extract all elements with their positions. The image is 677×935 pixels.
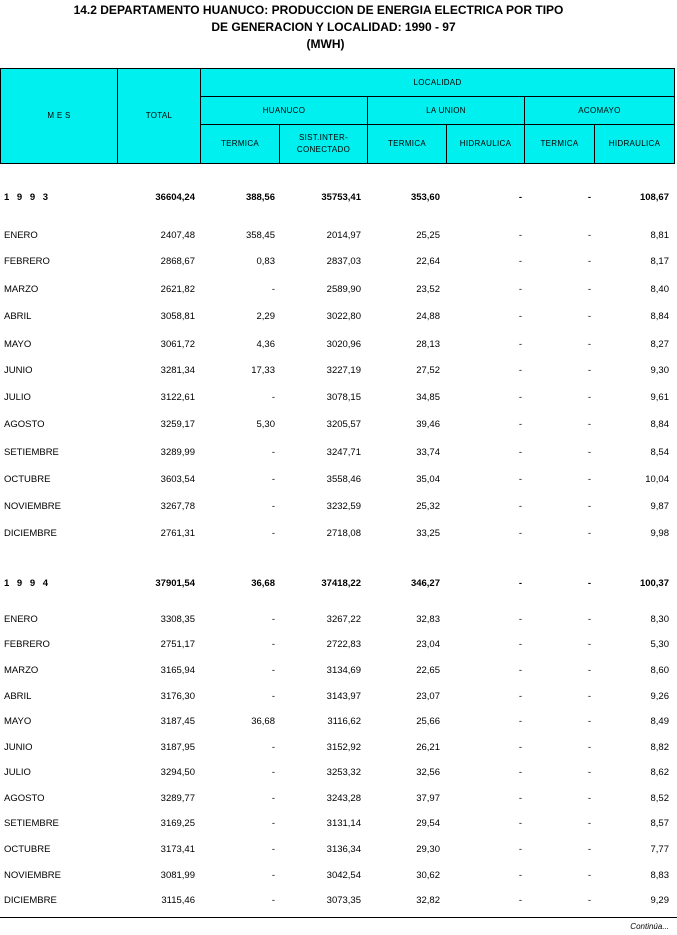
cell-hu-sist: 3253,32	[326, 767, 361, 778]
table-bottom-rule	[0, 917, 677, 918]
cell-total: 3058,81	[160, 311, 195, 322]
cell-mes: SETIEMBRE	[4, 447, 59, 458]
table-row	[0, 895, 677, 909]
cell-hu-sist: 37418,22	[321, 578, 361, 589]
cell-total: 3169,25	[160, 818, 195, 829]
cell-hu-sist: 3073,35	[326, 895, 361, 906]
cell-hu-sist: 3134,69	[326, 665, 361, 676]
cell-lu-hid: -	[518, 716, 522, 727]
cell-hu-sist: 3143,97	[326, 691, 361, 702]
cell-ac-hid: 100,37	[639, 578, 669, 589]
cell-ac-hid: 8,30	[650, 614, 669, 625]
header-huanuco: HUANUCO	[262, 105, 306, 115]
cell-lu-hid: -	[518, 578, 522, 589]
cell-hu-sist: 3247,71	[326, 447, 361, 458]
cell-lu-hid: -	[518, 474, 522, 485]
table-row	[0, 284, 677, 298]
table-row	[0, 256, 677, 270]
cell-total: 2868,67	[160, 256, 195, 267]
cell-ac-hid: 9,26	[650, 691, 669, 702]
cell-lu-term: 35,04	[416, 474, 440, 485]
header-total: TOTAL	[145, 111, 173, 120]
cell-ac-term: -	[587, 767, 591, 778]
cell-lu-term: 23,04	[416, 639, 440, 650]
cell-mes: AGOSTO	[4, 793, 45, 804]
cell-ac-term: -	[587, 844, 591, 855]
cell-lu-term: 23,07	[416, 691, 440, 702]
header-huanuco-termica: TERMICA	[220, 139, 260, 148]
cell-ac-term: -	[587, 614, 591, 625]
cell-mes: NOVIEMBRE	[4, 870, 62, 881]
cell-ac-term: -	[587, 230, 591, 241]
cell-total: 2407,48	[160, 230, 195, 241]
cell-ac-hid: 9,29	[650, 895, 669, 906]
table-row	[0, 474, 677, 488]
cell-mes: AGOSTO	[4, 419, 45, 430]
cell-ac-hid: 9,87	[650, 501, 669, 512]
cell-ac-term: -	[587, 895, 591, 906]
cell-mes: MAYO	[4, 339, 32, 350]
cell-total: 3603,54	[160, 474, 195, 485]
cell-mes: 1 9 9 3	[4, 192, 51, 203]
continua-note: Continúa...	[630, 922, 669, 931]
cell-ac-hid: 8,81	[650, 230, 669, 241]
cell-total: 3173,41	[160, 844, 195, 855]
cell-lu-term: 22,65	[416, 665, 440, 676]
cell-hu-term: 0,83	[256, 256, 275, 267]
cell-ac-term: -	[587, 339, 591, 350]
table-row	[0, 501, 677, 515]
cell-hu-sist: 3243,28	[326, 793, 361, 804]
table-header	[0, 68, 675, 164]
cell-hu-term: 358,45	[245, 230, 275, 241]
cell-ac-hid: 8,54	[650, 447, 669, 458]
cell-ac-term: -	[587, 716, 591, 727]
cell-lu-term: 32,56	[416, 767, 440, 778]
cell-ac-term: -	[587, 742, 591, 753]
table-row	[0, 742, 677, 756]
header-huanuco-sist	[280, 125, 367, 163]
cell-hu-sist: 3232,59	[326, 501, 361, 512]
cell-ac-hid: 8,52	[650, 793, 669, 804]
cell-hu-term: -	[271, 528, 275, 539]
cell-mes: FEBRERO	[4, 256, 50, 267]
table-row	[0, 392, 677, 406]
cell-hu-term: -	[271, 870, 275, 881]
cell-mes: ENERO	[4, 614, 38, 625]
cell-mes: OCTUBRE	[4, 474, 51, 485]
cell-lu-hid: -	[518, 501, 522, 512]
cell-ac-term: -	[587, 365, 591, 376]
cell-total: 3281,34	[160, 365, 195, 376]
cell-mes: OCTUBRE	[4, 844, 51, 855]
cell-hu-term: -	[271, 639, 275, 650]
cell-lu-hid: -	[518, 818, 522, 829]
table-row	[0, 767, 677, 781]
cell-hu-term: 4,36	[256, 339, 275, 350]
cell-ac-hid: 10,04	[645, 474, 669, 485]
cell-hu-term: -	[271, 895, 275, 906]
cell-ac-hid: 8,62	[650, 767, 669, 778]
cell-ac-term: -	[587, 311, 591, 322]
cell-hu-term: -	[271, 665, 275, 676]
cell-hu-term: -	[271, 392, 275, 403]
cell-mes: ABRIL	[4, 691, 32, 702]
cell-ac-hid: 7,77	[650, 844, 669, 855]
header-acomayo-termica: TERMICA	[540, 139, 579, 148]
title-line-1: 14.2 DEPARTAMENTO HUANUCO: PRODUCCION DE ENERGIA ELECTRICA POR TIPO	[73, 3, 564, 17]
cell-lu-term: 39,46	[416, 419, 440, 430]
header-la-union: LA UNION	[426, 105, 466, 115]
cell-hu-term: 2,29	[256, 311, 275, 322]
title-line-2: DE GENERACION Y LOCALIDAD: 1990 - 97	[211, 20, 456, 34]
cell-ac-hid: 5,30	[650, 639, 669, 650]
table-row	[0, 793, 677, 807]
cell-hu-sist: 2837,03	[326, 256, 361, 267]
cell-lu-term: 353,60	[410, 192, 440, 203]
cell-lu-term: 25,66	[416, 716, 440, 727]
cell-lu-term: 27,52	[416, 365, 440, 376]
cell-ac-hid: 9,30	[650, 365, 669, 376]
cell-lu-term: 25,25	[416, 230, 440, 241]
header-acomayo: ACOMAYO	[578, 105, 621, 115]
cell-lu-term: 29,30	[416, 844, 440, 855]
cell-hu-sist: 3152,92	[326, 742, 361, 753]
cell-lu-hid: -	[518, 639, 522, 650]
cell-mes: JUNIO	[4, 742, 33, 753]
cell-hu-sist: 3205,57	[326, 419, 361, 430]
cell-ac-term: -	[587, 528, 591, 539]
year-total-row	[0, 578, 677, 592]
cell-lu-hid: -	[518, 528, 522, 539]
cell-total: 3289,77	[160, 793, 195, 804]
cell-ac-term: -	[587, 419, 591, 430]
cell-mes: JULIO	[4, 767, 31, 778]
cell-lu-hid: -	[518, 870, 522, 881]
cell-ac-hid: 8,84	[650, 419, 669, 430]
cell-mes: MARZO	[4, 665, 39, 676]
cell-total: 3294,50	[160, 767, 195, 778]
cell-hu-term: -	[271, 818, 275, 829]
cell-ac-term: -	[587, 392, 591, 403]
cell-total: 3165,94	[160, 665, 195, 676]
cell-lu-term: 22,64	[416, 256, 440, 267]
table-row	[0, 311, 677, 325]
cell-lu-hid: -	[518, 365, 522, 376]
table-row	[0, 339, 677, 353]
cell-lu-term: 26,21	[416, 742, 440, 753]
header-sist-line-2: CONECTADO	[296, 145, 351, 154]
cell-total: 3176,30	[160, 691, 195, 702]
cell-hu-term: -	[271, 844, 275, 855]
year-total-row	[0, 192, 677, 206]
cell-hu-term: 36,68	[251, 716, 275, 727]
cell-hu-sist: 2718,08	[326, 528, 361, 539]
cell-lu-term: 25,32	[416, 501, 440, 512]
cell-ac-hid: 9,98	[650, 528, 669, 539]
cell-mes: JUNIO	[4, 365, 33, 376]
cell-ac-term: -	[587, 691, 591, 702]
cell-lu-hid: -	[518, 844, 522, 855]
cell-lu-term: 32,82	[416, 895, 440, 906]
table-row	[0, 639, 677, 653]
cell-lu-term: 28,13	[416, 339, 440, 350]
cell-mes: JULIO	[4, 392, 31, 403]
cell-total: 3115,46	[161, 895, 195, 906]
cell-lu-hid: -	[518, 192, 522, 203]
header-acomayo-hidraulica: HIDRAULICA	[608, 139, 661, 148]
cell-hu-term: -	[271, 793, 275, 804]
cell-lu-hid: -	[518, 419, 522, 430]
table-row	[0, 716, 677, 730]
table-row	[0, 844, 677, 858]
cell-hu-term: 5,30	[256, 419, 275, 430]
cell-total: 37901,54	[155, 578, 195, 589]
cell-hu-sist: 35753,41	[321, 192, 361, 203]
cell-lu-hid: -	[518, 895, 522, 906]
cell-lu-hid: -	[518, 256, 522, 267]
table-row	[0, 447, 677, 461]
cell-total: 2621,82	[160, 284, 195, 295]
cell-lu-term: 33,25	[416, 528, 440, 539]
cell-hu-term: 17,33	[251, 365, 275, 376]
cell-mes: MARZO	[4, 284, 39, 295]
header-mes: M E S	[47, 111, 71, 120]
table-row	[0, 230, 677, 244]
cell-total: 3259,17	[160, 419, 195, 430]
cell-mes: 1 9 9 4	[4, 578, 51, 589]
table-row	[0, 870, 677, 884]
cell-hu-sist: 3136,34	[326, 844, 361, 855]
cell-lu-term: 34,85	[416, 392, 440, 403]
cell-hu-term: -	[271, 474, 275, 485]
cell-hu-sist: 2014,97	[326, 230, 361, 241]
cell-ac-term: -	[587, 578, 591, 589]
cell-lu-term: 24,88	[416, 311, 440, 322]
cell-hu-sist: 2722,83	[326, 639, 361, 650]
cell-lu-term: 23,52	[416, 284, 440, 295]
cell-lu-hid: -	[518, 284, 522, 295]
cell-ac-hid: 8,60	[650, 665, 669, 676]
title-unit: (MWH)	[306, 37, 345, 51]
cell-total: 2761,31	[160, 528, 195, 539]
cell-ac-hid: 8,84	[650, 311, 669, 322]
header-sist-line-1: SIST.INTER-	[298, 133, 349, 142]
cell-lu-hid: -	[518, 614, 522, 625]
cell-lu-hid: -	[518, 665, 522, 676]
header-localidad: LOCALIDAD	[413, 77, 462, 87]
cell-ac-term: -	[587, 501, 591, 512]
cell-mes: MAYO	[4, 716, 32, 727]
cell-ac-term: -	[587, 793, 591, 804]
cell-ac-hid: 9,61	[650, 392, 669, 403]
cell-lu-term: 32,83	[416, 614, 440, 625]
cell-lu-hid: -	[518, 767, 522, 778]
cell-total: 3289,99	[160, 447, 195, 458]
cell-mes: DICIEMBRE	[4, 895, 57, 906]
cell-lu-hid: -	[518, 392, 522, 403]
header-la-union-termica: TERMICA	[387, 139, 427, 148]
cell-hu-sist: 3558,46	[326, 474, 361, 485]
cell-hu-sist: 3078,15	[326, 392, 361, 403]
header-la-union-hidraulica: HIDRAULICA	[459, 139, 512, 148]
cell-hu-term: 388,56	[245, 192, 275, 203]
cell-hu-sist: 2589,90	[326, 284, 361, 295]
cell-hu-term: -	[271, 501, 275, 512]
table-title	[0, 2, 677, 53]
table-row	[0, 614, 677, 628]
cell-total: 3267,78	[160, 501, 195, 512]
table-row	[0, 419, 677, 433]
cell-total: 3308,35	[160, 614, 195, 625]
cell-ac-hid: 108,67	[639, 192, 669, 203]
cell-lu-hid: -	[518, 793, 522, 804]
cell-lu-hid: -	[518, 339, 522, 350]
cell-lu-term: 33,74	[416, 447, 440, 458]
cell-mes: ENERO	[4, 230, 38, 241]
cell-ac-term: -	[587, 256, 591, 267]
cell-hu-term: -	[271, 614, 275, 625]
cell-hu-sist: 3267,22	[326, 614, 361, 625]
cell-total: 3187,45	[160, 716, 195, 727]
cell-ac-term: -	[587, 665, 591, 676]
cell-hu-term: -	[271, 691, 275, 702]
table-row	[0, 691, 677, 705]
cell-hu-sist: 3020,96	[326, 339, 361, 350]
cell-ac-term: -	[587, 639, 591, 650]
cell-mes: SETIEMBRE	[4, 818, 59, 829]
cell-hu-term: -	[271, 742, 275, 753]
cell-ac-hid: 8,82	[650, 742, 669, 753]
cell-lu-term: 346,27	[410, 578, 440, 589]
cell-mes: ABRIL	[4, 311, 32, 322]
cell-mes: NOVIEMBRE	[4, 501, 62, 512]
table-row	[0, 818, 677, 832]
cell-lu-term: 30,62	[416, 870, 440, 881]
cell-lu-hid: -	[518, 311, 522, 322]
cell-mes: FEBRERO	[4, 639, 50, 650]
cell-ac-hid: 8,17	[650, 256, 669, 267]
cell-ac-term: -	[587, 818, 591, 829]
cell-total: 3061,72	[160, 339, 195, 350]
cell-lu-term: 29,54	[416, 818, 440, 829]
cell-ac-term: -	[587, 474, 591, 485]
cell-lu-hid: -	[518, 230, 522, 241]
cell-total: 3187,95	[160, 742, 195, 753]
cell-total: 2751,17	[160, 639, 195, 650]
cell-ac-hid: 8,27	[650, 339, 669, 350]
cell-lu-hid: -	[518, 691, 522, 702]
cell-lu-term: 37,97	[416, 793, 440, 804]
cell-lu-hid: -	[518, 742, 522, 753]
cell-hu-term: -	[271, 447, 275, 458]
cell-hu-term: -	[271, 284, 275, 295]
cell-lu-hid: -	[518, 447, 522, 458]
cell-hu-sist: 3227,19	[326, 365, 361, 376]
cell-ac-hid: 8,49	[650, 716, 669, 727]
table-row	[0, 528, 677, 542]
cell-ac-term: -	[587, 284, 591, 295]
cell-mes: DICIEMBRE	[4, 528, 57, 539]
cell-hu-term: 36,68	[251, 578, 275, 589]
cell-hu-sist: 3022,80	[326, 311, 361, 322]
cell-hu-sist: 3131,14	[326, 818, 361, 829]
cell-total: 3122,61	[160, 392, 195, 403]
cell-ac-term: -	[587, 870, 591, 881]
table-row	[0, 665, 677, 679]
cell-total: 3081,99	[160, 870, 195, 881]
cell-hu-sist: 3116,62	[327, 716, 361, 727]
cell-ac-term: -	[587, 192, 591, 203]
cell-ac-hid: 8,57	[650, 818, 669, 829]
cell-ac-hid: 8,83	[650, 870, 669, 881]
cell-hu-term: -	[271, 767, 275, 778]
cell-total: 36604,24	[155, 192, 195, 203]
cell-ac-hid: 8,40	[650, 284, 669, 295]
cell-ac-term: -	[587, 447, 591, 458]
cell-hu-sist: 3042,54	[326, 870, 361, 881]
table-row	[0, 365, 677, 379]
